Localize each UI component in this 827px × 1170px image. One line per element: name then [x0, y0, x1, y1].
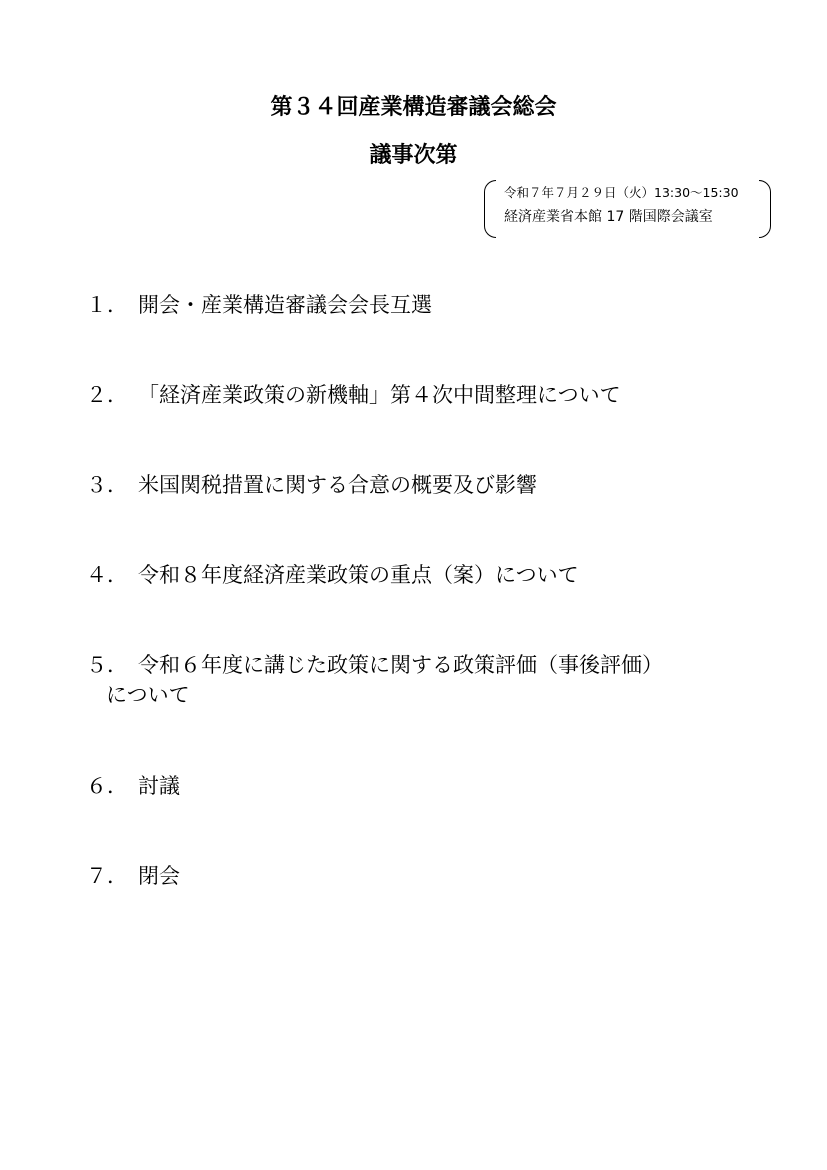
right-bracket: [759, 180, 771, 238]
agenda-item: [86, 290, 432, 320]
agenda-item-number: ６．: [86, 774, 128, 798]
agenda-item-text: 討議: [138, 774, 180, 798]
agenda-item: [86, 470, 537, 500]
left-bracket: [484, 180, 496, 238]
agenda-item-number: ７．: [86, 864, 128, 888]
meeting-venue: 経済産業省本館 17 階国際会議室: [504, 209, 713, 225]
agenda-item-number: １．: [86, 293, 128, 317]
agenda-item-text: 米国関税措置に関する合意の概要及び影響: [138, 473, 537, 497]
document-subtitle: 議事次第: [369, 143, 458, 168]
agenda-item-text: 「経済産業政策の新機軸」第４次中間整理について: [138, 383, 621, 407]
agenda-item: [86, 771, 180, 801]
agenda-item-number: ３．: [86, 473, 128, 497]
agenda-item-text: 令和８年度経済産業政策の重点（案）について: [138, 563, 579, 587]
document-title: 第３４回産業構造審議会総会: [270, 95, 557, 120]
meeting-datetime: 令和７年７月２９日（火）13:30～15:30: [504, 185, 739, 200]
agenda-item-text: 令和６年度に講じた政策に関する政策評価（事後評価）: [138, 653, 663, 677]
agenda-item-number: ２．: [86, 383, 128, 407]
agenda-item-number: ４．: [86, 563, 128, 587]
agenda-item-text: 閉会: [138, 864, 180, 888]
agenda-item: [86, 380, 621, 410]
meeting-info-box: [484, 180, 771, 240]
agenda-item-text: 開会・産業構造審議会会長互選: [138, 293, 432, 317]
agenda-item: [86, 650, 663, 710]
agenda-item-continuation: について: [106, 683, 190, 707]
agenda-item-number: ５．: [86, 653, 128, 677]
agenda-item: [86, 861, 180, 891]
agenda-item: [86, 560, 579, 590]
